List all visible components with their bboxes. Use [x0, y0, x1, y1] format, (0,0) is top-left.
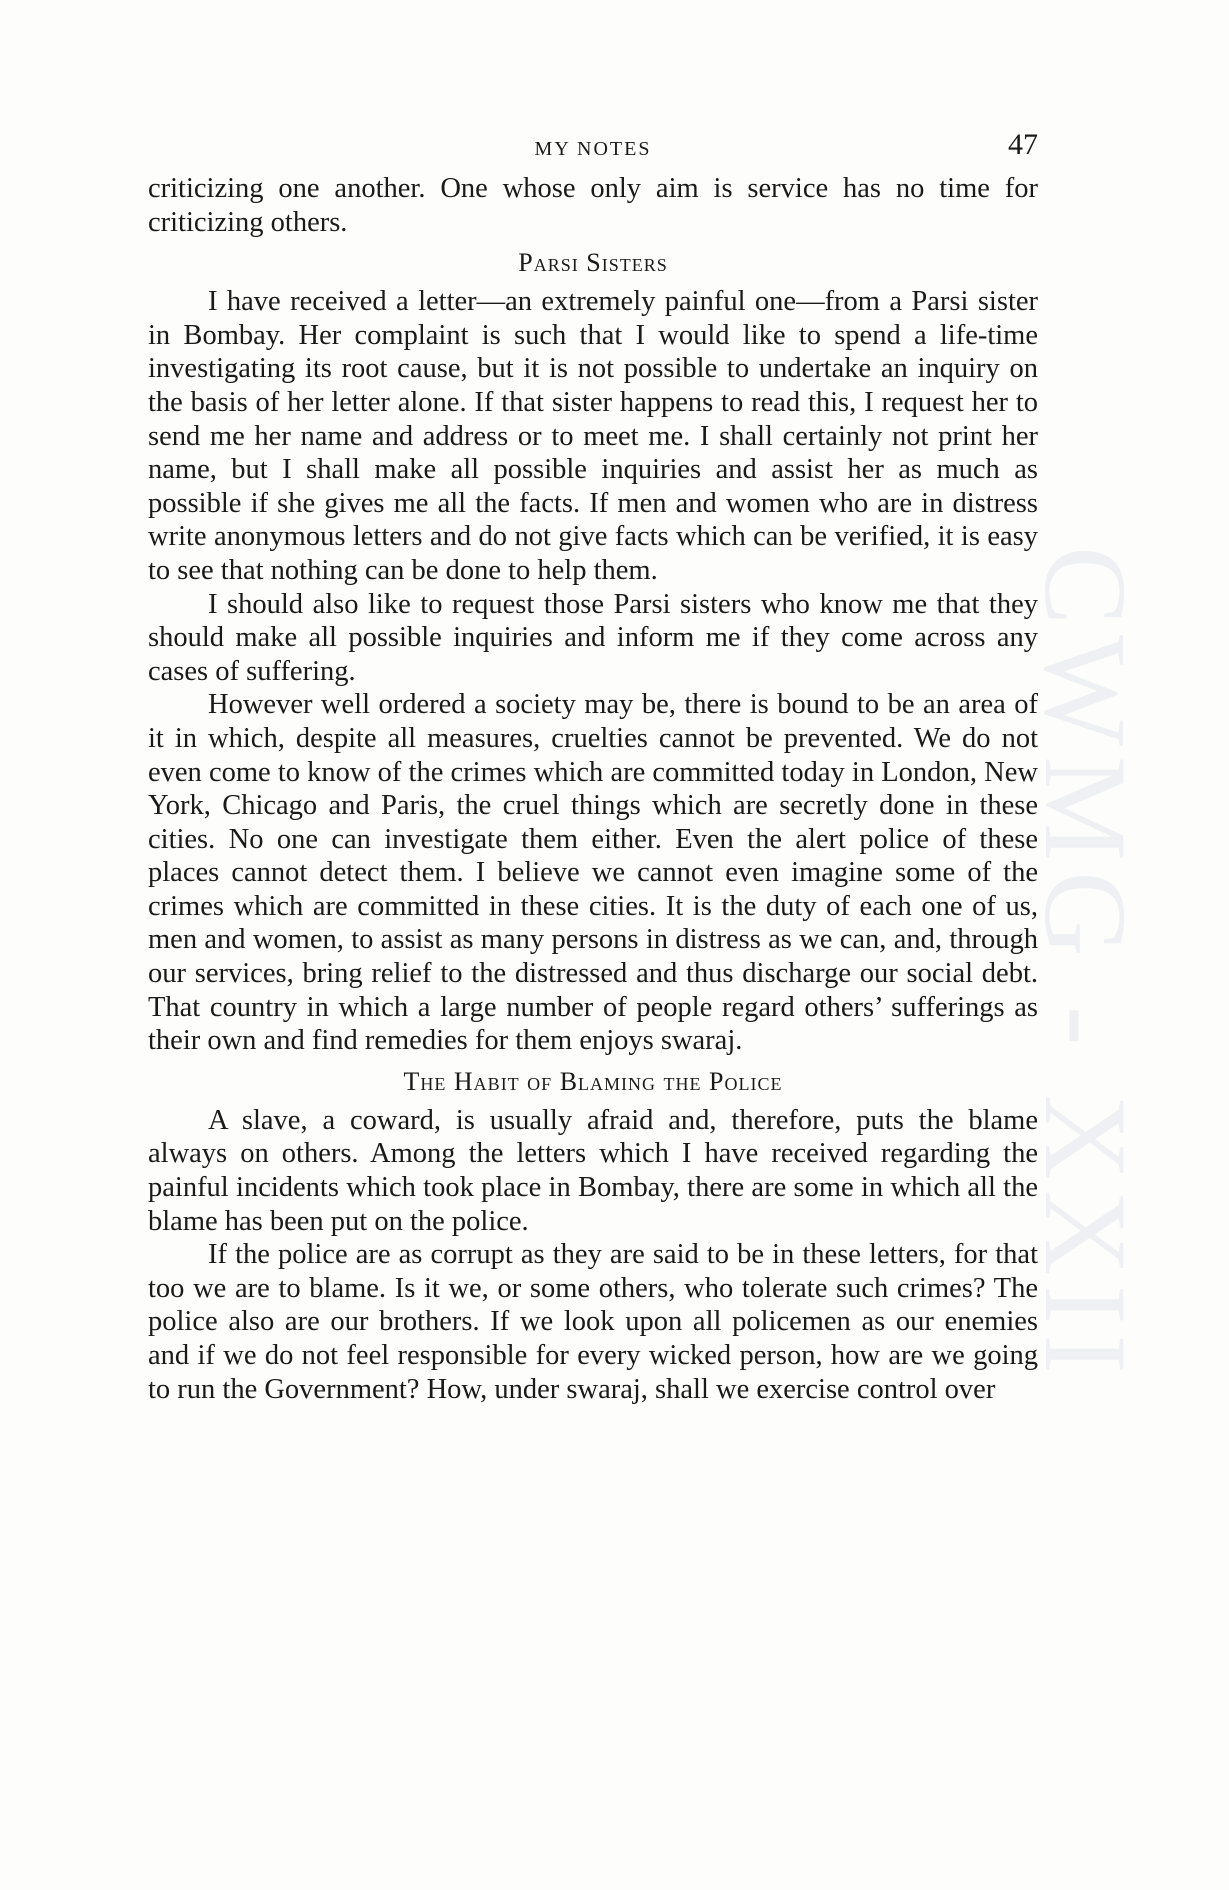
paragraph: A slave, a coward, is usually afraid and, therefore, puts the blame always on others. Among the letters which I have received regarding the painful incidents which took place in Bombay, there are some in which all the blame has been put on the police. [148, 1104, 1038, 1237]
page [148, 128, 1038, 1406]
section-heading-parsi-sisters: Parsi Sisters [518, 248, 668, 278]
running-head [148, 128, 1038, 172]
paragraph-last: If the police are as corrupt as they are said to be in these letters, for that too we are to blame. Is it we, or some others, who tolerate such crimes? The police also are our brothers. If we look upon all policemen as our enemies and if we do not feel responsible for every wicked person, how are we going to run the Government? How, under swaraj, shall we exercise control over [148, 1239, 1038, 1405]
page-number: 47 [1008, 128, 1038, 161]
section-heading-blaming-police: The Habit of Blaming the Police [403, 1066, 783, 1096]
running-title: MY NOTES [534, 138, 652, 160]
paragraph: I have received a letter—an extremely painful one—from a Parsi sister in Bombay. Her complaint is such that I would like to spend a life-time investigating its root cause, but it is not possible to undertake an inquiry on the basis of her letter alone. If that sister happens to read this, I request her to send me her name and address or to meet me. I shall certainly not print her name, but I shall make all possible inquiries and assist her as much as possible if she gives me all the facts. If men and women who are in distress write anonymous letters and do not give facts which can be verified, it is easy to see that nothing can be done to help them. [148, 286, 1038, 586]
paragraph: However well ordered a society may be, there is bound to be an area of it in which, despite all measures, cruelties cannot be prevented. We do not even come to know of the crimes which are committed today in London, New York, Chicago and Paris, the cruel things which are secretly done in these cities. No one can investigate them either. Even the alert police of these places cannot detect them. I believe we cannot even imagine some of the crimes which are committed in these cities. It is the duty of each one of us, men and women, to assist as many persons in distress as we can, and, through our services, bring relief to the distressed and thus discharge our social debt. That country in which a large number of people regard others’ sufferings as their own and find remedies for them enjoys swaraj. [148, 689, 1038, 1057]
paragraph: I should also like to request those Parsi sisters who know me that they should make all possible inquiries and inform me if they come across any cases of suffering. [148, 588, 1038, 687]
watermark-text: CWMG - XXII [1020, 546, 1152, 1384]
paragraph-continuation: criticizing one another. One whose only aim is service has no time for criticizing others. [148, 173, 1038, 238]
